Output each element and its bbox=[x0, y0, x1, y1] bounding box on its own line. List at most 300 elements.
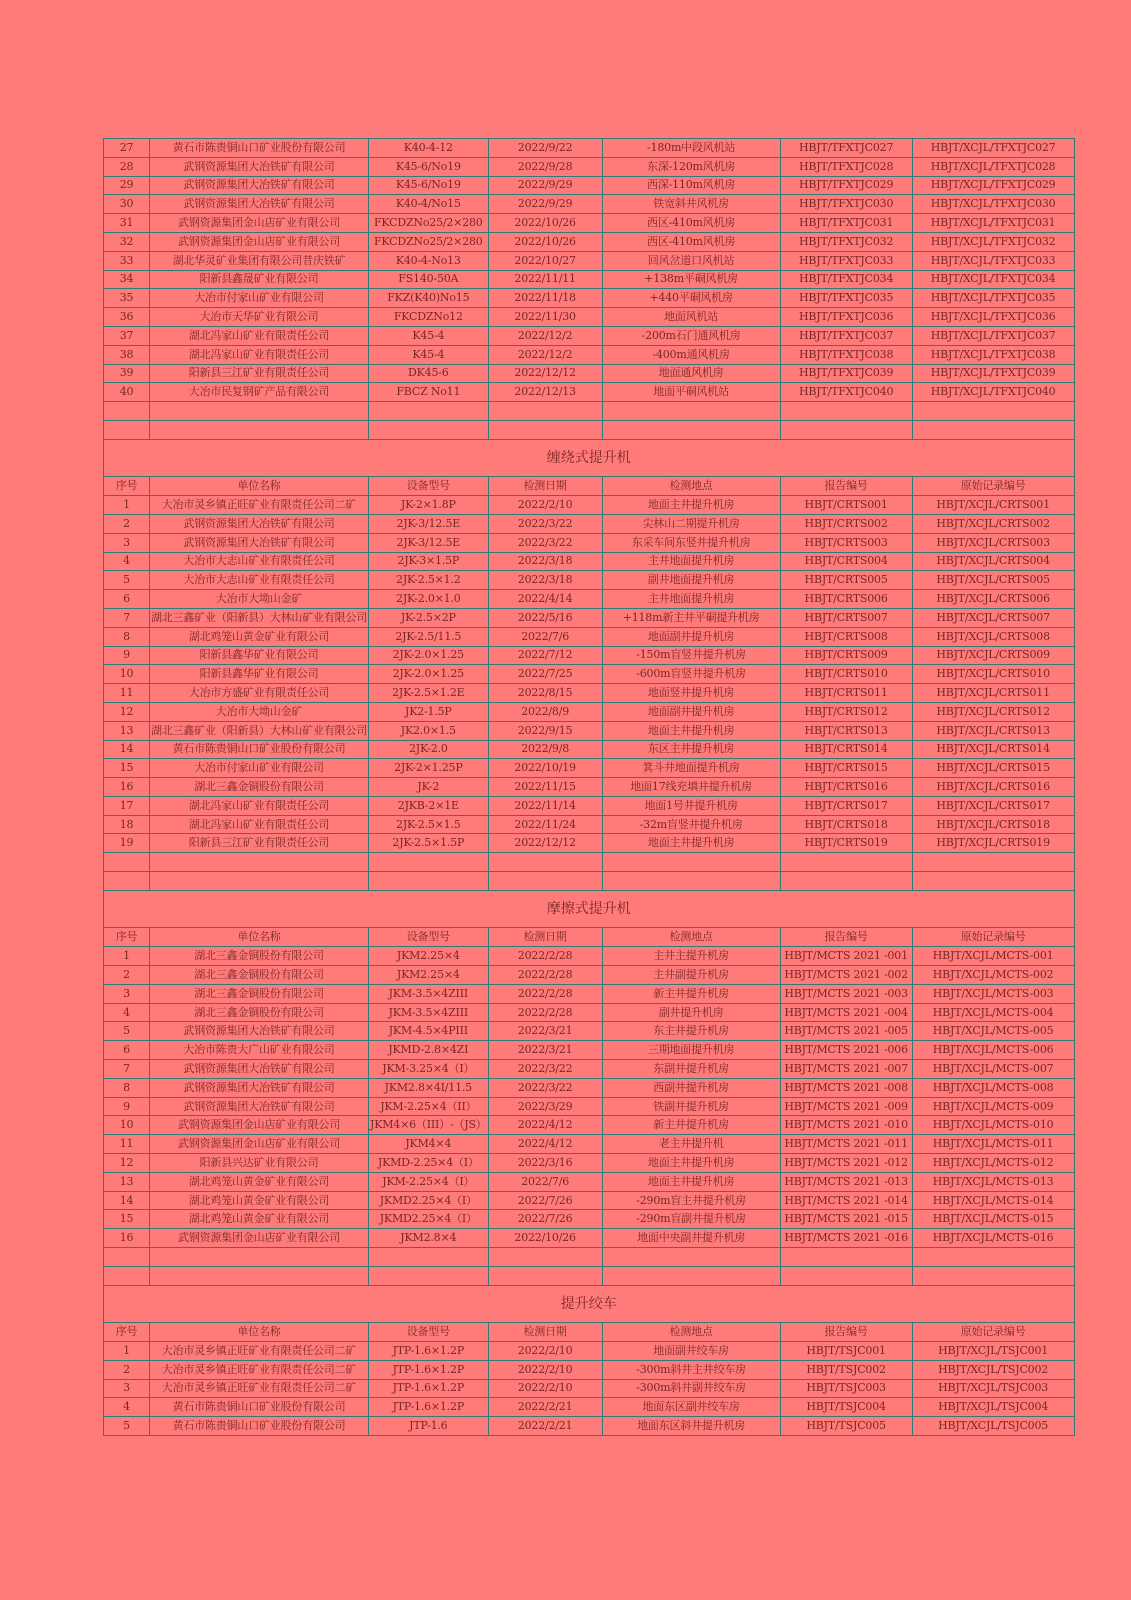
empty-cell bbox=[602, 420, 780, 439]
cell-equipment-model: FKZ(K40)No15 bbox=[369, 289, 489, 308]
cell-company-name: 湖北冯家山矿业有限责任公司 bbox=[150, 345, 369, 364]
cell-company-name: 大冶市大坳山金矿 bbox=[150, 702, 369, 721]
cell-company-name: 阳新县三江矿业有限责任公司 bbox=[150, 834, 369, 853]
cell-record-number: HBJT/XCJL/CRTS001 bbox=[912, 496, 1074, 515]
cell-equipment-model: 2JK-3/12.5E bbox=[369, 514, 489, 533]
table-row bbox=[104, 740, 1075, 759]
table-row bbox=[104, 1342, 1075, 1361]
cell-inspection-location: 地面通风机房 bbox=[602, 364, 780, 383]
cell-inspection-location: 副井提升机房 bbox=[602, 1003, 780, 1022]
cell-company-name: 武钢资源集团金山店矿业有限公司 bbox=[150, 214, 369, 233]
table-row bbox=[104, 1417, 1075, 1436]
cell-report-number: HBJT/MCTS 2021 -010 bbox=[780, 1116, 912, 1135]
cell-report-number: HBJT/TSJC005 bbox=[780, 1417, 912, 1436]
cell-company-name: 湖北三鑫矿业（阳新县）大林山矿业有限公司 bbox=[150, 721, 369, 740]
cell-row-index: 10 bbox=[104, 665, 150, 684]
empty-cell bbox=[780, 1248, 912, 1267]
cell-inspection-date: 2022/9/8 bbox=[488, 740, 602, 759]
cell-company-name: 湖北三鑫金铜股份有限公司 bbox=[150, 1003, 369, 1022]
cell-inspection-location: 东深-120m风机房 bbox=[602, 157, 780, 176]
cell-company-name: 大冶市方盛矿业有限责任公司 bbox=[150, 684, 369, 703]
cell-record-number: HBJT/XCJL/MCTS-015 bbox=[912, 1210, 1074, 1229]
cell-equipment-model: K45-6/No19 bbox=[369, 157, 489, 176]
cell-inspection-date: 2022/3/21 bbox=[488, 1041, 602, 1060]
table-row bbox=[104, 552, 1075, 571]
table-row bbox=[104, 157, 1075, 176]
cell-inspection-date: 2022/3/22 bbox=[488, 533, 602, 552]
cell-inspection-location: 地面主井提升机房 bbox=[602, 834, 780, 853]
cell-inspection-location: -290m盲主井提升机房 bbox=[602, 1191, 780, 1210]
cell-record-number: HBJT/XCJL/TFXTJC032 bbox=[912, 232, 1074, 251]
empty-cell bbox=[150, 420, 369, 439]
cell-report-number: HBJT/MCTS 2021 -015 bbox=[780, 1210, 912, 1229]
cell-record-number: HBJT/XCJL/MCTS-011 bbox=[912, 1135, 1074, 1154]
cell-inspection-date: 2022/8/15 bbox=[488, 684, 602, 703]
cell-record-number: HBJT/XCJL/TSJC002 bbox=[912, 1360, 1074, 1379]
cell-equipment-model: JKMD2.25×4（I） bbox=[369, 1210, 489, 1229]
cell-record-number: HBJT/XCJL/CRTS005 bbox=[912, 571, 1074, 590]
table-body bbox=[104, 139, 1075, 1436]
cell-row-index: 1 bbox=[104, 1342, 150, 1361]
cell-row-index: 11 bbox=[104, 684, 150, 703]
table-row bbox=[104, 364, 1075, 383]
cell-company-name: 大冶市付家山矿业有限公司 bbox=[150, 759, 369, 778]
cell-inspection-date: 2022/7/12 bbox=[488, 646, 602, 665]
cell-record-number: HBJT/XCJL/CRTS018 bbox=[912, 815, 1074, 834]
header-record-number: 原始记录编号 bbox=[912, 477, 1074, 496]
cell-report-number: HBJT/TFXTJC040 bbox=[780, 383, 912, 402]
cell-inspection-date: 2022/3/22 bbox=[488, 1078, 602, 1097]
table-row bbox=[104, 270, 1075, 289]
cell-row-index: 15 bbox=[104, 1210, 150, 1229]
cell-company-name: 大冶市大志山矿业有限责任公司 bbox=[150, 571, 369, 590]
cell-report-number: HBJT/MCTS 2021 -007 bbox=[780, 1060, 912, 1079]
cell-company-name: 武钢资源集团大冶铁矿有限公司 bbox=[150, 176, 369, 195]
table-row bbox=[104, 815, 1075, 834]
cell-inspection-location: 主井地面提升机房 bbox=[602, 552, 780, 571]
cell-report-number: HBJT/CRTS015 bbox=[780, 759, 912, 778]
cell-equipment-model: JKM4×4 bbox=[369, 1135, 489, 1154]
empty-cell bbox=[912, 402, 1074, 421]
cell-inspection-date: 2022/11/30 bbox=[488, 308, 602, 327]
empty-cell bbox=[104, 1266, 150, 1285]
cell-inspection-date: 2022/2/21 bbox=[488, 1398, 602, 1417]
cell-inspection-location: -180m中段风机站 bbox=[602, 139, 780, 158]
table-row bbox=[104, 665, 1075, 684]
cell-equipment-model: 2JK-2.5×1.5 bbox=[369, 815, 489, 834]
cell-record-number: HBJT/XCJL/MCTS-016 bbox=[912, 1229, 1074, 1248]
cell-inspection-location: -400m通风机房 bbox=[602, 345, 780, 364]
cell-report-number: HBJT/CRTS013 bbox=[780, 721, 912, 740]
cell-record-number: HBJT/XCJL/TSJC005 bbox=[912, 1417, 1074, 1436]
cell-row-index: 10 bbox=[104, 1116, 150, 1135]
cell-record-number: HBJT/XCJL/TFXTJC029 bbox=[912, 176, 1074, 195]
cell-row-index: 1 bbox=[104, 947, 150, 966]
section-title: 缠绕式提升机 bbox=[104, 439, 1075, 477]
cell-report-number: HBJT/CRTS001 bbox=[780, 496, 912, 515]
cell-inspection-location: 回风岔道口风机站 bbox=[602, 251, 780, 270]
inspection-records-table bbox=[103, 138, 1075, 1436]
cell-inspection-date: 2022/7/26 bbox=[488, 1210, 602, 1229]
cell-record-number: HBJT/XCJL/MCTS-009 bbox=[912, 1097, 1074, 1116]
cell-report-number: HBJT/CRTS007 bbox=[780, 608, 912, 627]
cell-report-number: HBJT/CRTS010 bbox=[780, 665, 912, 684]
cell-record-number: HBJT/XCJL/CRTS015 bbox=[912, 759, 1074, 778]
cell-row-index: 38 bbox=[104, 345, 150, 364]
empty-cell bbox=[104, 1248, 150, 1267]
cell-inspection-date: 2022/12/13 bbox=[488, 383, 602, 402]
cell-inspection-date: 2022/7/6 bbox=[488, 1172, 602, 1191]
cell-inspection-date: 2022/12/12 bbox=[488, 364, 602, 383]
empty-cell bbox=[488, 1248, 602, 1267]
empty-cell bbox=[488, 872, 602, 891]
cell-company-name: 武钢资源集团大冶铁矿有限公司 bbox=[150, 157, 369, 176]
header-report-number: 报告编号 bbox=[780, 928, 912, 947]
cell-inspection-location: 地面平硐风机站 bbox=[602, 383, 780, 402]
cell-row-index: 9 bbox=[104, 1097, 150, 1116]
cell-equipment-model: 2JK-2.5×1.5P bbox=[369, 834, 489, 853]
cell-report-number: HBJT/MCTS 2021 -006 bbox=[780, 1041, 912, 1060]
cell-equipment-model: K40-4-12 bbox=[369, 139, 489, 158]
cell-company-name: 阳新县鑫华矿业有限公司 bbox=[150, 646, 369, 665]
cell-row-index: 3 bbox=[104, 533, 150, 552]
empty-cell bbox=[104, 402, 150, 421]
cell-equipment-model: 2JK-2.0×1.25 bbox=[369, 665, 489, 684]
cell-inspection-date: 2022/3/21 bbox=[488, 1022, 602, 1041]
cell-row-index: 15 bbox=[104, 759, 150, 778]
cell-report-number: HBJT/TFXTJC033 bbox=[780, 251, 912, 270]
cell-inspection-date: 2022/9/15 bbox=[488, 721, 602, 740]
cell-inspection-date: 2022/3/29 bbox=[488, 1097, 602, 1116]
cell-company-name: 大冶市大志山矿业有限责任公司 bbox=[150, 552, 369, 571]
table-row bbox=[104, 345, 1075, 364]
cell-inspection-date: 2022/4/12 bbox=[488, 1116, 602, 1135]
cell-inspection-date: 2022/3/22 bbox=[488, 514, 602, 533]
cell-company-name: 大冶市灵乡镇正旺矿业有限责任公司二矿 bbox=[150, 1360, 369, 1379]
cell-row-index: 31 bbox=[104, 214, 150, 233]
cell-report-number: HBJT/MCTS 2021 -001 bbox=[780, 947, 912, 966]
cell-report-number: HBJT/TFXTJC030 bbox=[780, 195, 912, 214]
cell-record-number: HBJT/XCJL/MCTS-005 bbox=[912, 1022, 1074, 1041]
cell-record-number: HBJT/XCJL/CRTS009 bbox=[912, 646, 1074, 665]
cell-company-name: 阳新县鑫晟矿业有限公司 bbox=[150, 270, 369, 289]
cell-record-number: HBJT/XCJL/TFXTJC030 bbox=[912, 195, 1074, 214]
cell-inspection-location: 主井副提升机房 bbox=[602, 966, 780, 985]
blank-row bbox=[104, 872, 1075, 891]
cell-inspection-location: -290m盲副井提升机房 bbox=[602, 1210, 780, 1229]
table-row bbox=[104, 1398, 1075, 1417]
cell-row-index: 5 bbox=[104, 571, 150, 590]
cell-row-index: 4 bbox=[104, 1003, 150, 1022]
cell-report-number: HBJT/TSJC004 bbox=[780, 1398, 912, 1417]
cell-row-index: 8 bbox=[104, 1078, 150, 1097]
cell-record-number: HBJT/XCJL/MCTS-014 bbox=[912, 1191, 1074, 1210]
empty-cell bbox=[602, 402, 780, 421]
cell-record-number: HBJT/XCJL/TFXTJC027 bbox=[912, 139, 1074, 158]
cell-row-index: 16 bbox=[104, 1229, 150, 1248]
blank-row bbox=[104, 420, 1075, 439]
cell-inspection-location: 地面东区副井绞车房 bbox=[602, 1398, 780, 1417]
cell-inspection-date: 2022/10/26 bbox=[488, 232, 602, 251]
table-row bbox=[104, 1041, 1075, 1060]
cell-record-number: HBJT/XCJL/MCTS-002 bbox=[912, 966, 1074, 985]
cell-report-number: HBJT/MCTS 2021 -013 bbox=[780, 1172, 912, 1191]
cell-row-index: 9 bbox=[104, 646, 150, 665]
cell-record-number: HBJT/XCJL/CRTS011 bbox=[912, 684, 1074, 703]
cell-inspection-location: 铁副井提升机房 bbox=[602, 1097, 780, 1116]
cell-company-name: 黄石市陈贵铜山口矿业股份有限公司 bbox=[150, 740, 369, 759]
blank-row bbox=[104, 1248, 1075, 1267]
cell-company-name: 湖北华灵矿业集团有限公司昔庆铁矿 bbox=[150, 251, 369, 270]
table-row bbox=[104, 1135, 1075, 1154]
section-title-row bbox=[104, 1285, 1075, 1323]
cell-row-index: 34 bbox=[104, 270, 150, 289]
cell-inspection-location: 西区-410m风机房 bbox=[602, 214, 780, 233]
empty-cell bbox=[912, 1266, 1074, 1285]
cell-report-number: HBJT/TFXTJC027 bbox=[780, 139, 912, 158]
cell-company-name: 湖北三鑫矿业（阳新县）大林山矿业有限公司 bbox=[150, 608, 369, 627]
cell-row-index: 19 bbox=[104, 834, 150, 853]
cell-report-number: HBJT/CRTS012 bbox=[780, 702, 912, 721]
cell-inspection-location: 新主井提升机房 bbox=[602, 984, 780, 1003]
cell-row-index: 2 bbox=[104, 1360, 150, 1379]
blank-row bbox=[104, 402, 1075, 421]
cell-inspection-date: 2022/9/28 bbox=[488, 157, 602, 176]
empty-cell bbox=[150, 853, 369, 872]
cell-equipment-model: 2JK-3/12.5E bbox=[369, 533, 489, 552]
cell-inspection-location: 东副井提升机房 bbox=[602, 1060, 780, 1079]
table-row bbox=[104, 1060, 1075, 1079]
table-row bbox=[104, 590, 1075, 609]
cell-record-number: HBJT/XCJL/CRTS012 bbox=[912, 702, 1074, 721]
cell-equipment-model: K40-4/No15 bbox=[369, 195, 489, 214]
cell-record-number: HBJT/XCJL/CRTS003 bbox=[912, 533, 1074, 552]
table-row bbox=[104, 1229, 1075, 1248]
header-row-index: 序号 bbox=[104, 928, 150, 947]
cell-inspection-location: 地面副井绞车房 bbox=[602, 1342, 780, 1361]
cell-inspection-location: 地面中央副井提升机房 bbox=[602, 1229, 780, 1248]
cell-row-index: 5 bbox=[104, 1417, 150, 1436]
cell-record-number: HBJT/XCJL/TFXTJC034 bbox=[912, 270, 1074, 289]
empty-cell bbox=[150, 1248, 369, 1267]
cell-report-number: HBJT/TFXTJC034 bbox=[780, 270, 912, 289]
cell-record-number: HBJT/XCJL/CRTS004 bbox=[912, 552, 1074, 571]
section-title: 提升绞车 bbox=[104, 1285, 1075, 1323]
cell-equipment-model: JKM-4.5×4PIII bbox=[369, 1022, 489, 1041]
cell-record-number: HBJT/XCJL/TFXTJC033 bbox=[912, 251, 1074, 270]
cell-report-number: HBJT/MCTS 2021 -002 bbox=[780, 966, 912, 985]
cell-company-name: 湖北鸡笼山黄金矿业有限公司 bbox=[150, 1210, 369, 1229]
cell-report-number: HBJT/MCTS 2021 -014 bbox=[780, 1191, 912, 1210]
cell-inspection-date: 2022/11/18 bbox=[488, 289, 602, 308]
cell-report-number: HBJT/CRTS004 bbox=[780, 552, 912, 571]
cell-company-name: 武钢资源集团大冶铁矿有限公司 bbox=[150, 1097, 369, 1116]
cell-company-name: 湖北冯家山矿业有限责任公司 bbox=[150, 815, 369, 834]
cell-inspection-location: 主井主提升机房 bbox=[602, 947, 780, 966]
cell-equipment-model: K40-4-No13 bbox=[369, 251, 489, 270]
cell-inspection-location: +118m新主井平硐提升机房 bbox=[602, 608, 780, 627]
cell-company-name: 武钢资源集团大冶铁矿有限公司 bbox=[150, 1022, 369, 1041]
table-row bbox=[104, 834, 1075, 853]
cell-row-index: 8 bbox=[104, 627, 150, 646]
cell-equipment-model: JTP-1.6×1.2P bbox=[369, 1398, 489, 1417]
cell-record-number: HBJT/XCJL/MCTS-006 bbox=[912, 1041, 1074, 1060]
cell-company-name: 武钢资源集团大冶铁矿有限公司 bbox=[150, 1078, 369, 1097]
cell-equipment-model: FKCDZNo25/2×280 bbox=[369, 232, 489, 251]
cell-inspection-location: -300m斜井副井绞车房 bbox=[602, 1379, 780, 1398]
cell-report-number: HBJT/CRTS002 bbox=[780, 514, 912, 533]
cell-record-number: HBJT/XCJL/CRTS006 bbox=[912, 590, 1074, 609]
cell-row-index: 7 bbox=[104, 608, 150, 627]
cell-row-index: 36 bbox=[104, 308, 150, 327]
cell-equipment-model: DK45-6 bbox=[369, 364, 489, 383]
cell-company-name: 黄石市陈贵铜山口矿业股份有限公司 bbox=[150, 1417, 369, 1436]
cell-row-index: 13 bbox=[104, 1172, 150, 1191]
header-equipment-model: 设备型号 bbox=[369, 1323, 489, 1342]
cell-inspection-date: 2022/7/25 bbox=[488, 665, 602, 684]
cell-record-number: HBJT/XCJL/MCTS-010 bbox=[912, 1116, 1074, 1135]
cell-inspection-location: 西副井提升机房 bbox=[602, 1078, 780, 1097]
cell-report-number: HBJT/MCTS 2021 -005 bbox=[780, 1022, 912, 1041]
cell-equipment-model: FKCDZNo25/2×280 bbox=[369, 214, 489, 233]
cell-inspection-location: 东采车间东竖井提升机房 bbox=[602, 533, 780, 552]
table-row bbox=[104, 308, 1075, 327]
cell-equipment-model: JTP-1.6×1.2P bbox=[369, 1379, 489, 1398]
cell-inspection-location: +440平硐风机房 bbox=[602, 289, 780, 308]
cell-company-name: 湖北冯家山矿业有限责任公司 bbox=[150, 326, 369, 345]
empty-cell bbox=[488, 420, 602, 439]
empty-cell bbox=[369, 1266, 489, 1285]
cell-equipment-model: JK-2 bbox=[369, 778, 489, 797]
cell-row-index: 28 bbox=[104, 157, 150, 176]
cell-report-number: HBJT/CRTS016 bbox=[780, 778, 912, 797]
cell-equipment-model: JKM2.25×4 bbox=[369, 966, 489, 985]
empty-cell bbox=[602, 853, 780, 872]
cell-report-number: HBJT/MCTS 2021 -012 bbox=[780, 1154, 912, 1173]
cell-row-index: 35 bbox=[104, 289, 150, 308]
empty-cell bbox=[602, 872, 780, 891]
cell-record-number: HBJT/XCJL/TFXTJC040 bbox=[912, 383, 1074, 402]
empty-cell bbox=[369, 853, 489, 872]
cell-report-number: HBJT/TFXTJC028 bbox=[780, 157, 912, 176]
cell-company-name: 湖北鸡笼山黄金矿业有限公司 bbox=[150, 1191, 369, 1210]
cell-company-name: 阳新县兴达矿业有限公司 bbox=[150, 1154, 369, 1173]
cell-inspection-date: 2022/10/27 bbox=[488, 251, 602, 270]
table-row bbox=[104, 627, 1075, 646]
cell-report-number: HBJT/TFXTJC038 bbox=[780, 345, 912, 364]
empty-cell bbox=[780, 402, 912, 421]
table-row bbox=[104, 684, 1075, 703]
cell-inspection-date: 2022/8/9 bbox=[488, 702, 602, 721]
cell-record-number: HBJT/XCJL/MCTS-003 bbox=[912, 984, 1074, 1003]
cell-inspection-date: 2022/11/24 bbox=[488, 815, 602, 834]
section-title-row bbox=[104, 439, 1075, 477]
cell-company-name: 湖北鸡笼山黄金矿业有限公司 bbox=[150, 1172, 369, 1191]
table-row bbox=[104, 1003, 1075, 1022]
table-row bbox=[104, 796, 1075, 815]
cell-company-name: 武钢资源集团金山店矿业有限公司 bbox=[150, 1116, 369, 1135]
cell-inspection-date: 2022/10/26 bbox=[488, 214, 602, 233]
cell-company-name: 大冶市灵乡镇正旺矿业有限责任公司二矿 bbox=[150, 496, 369, 515]
cell-inspection-date: 2022/2/21 bbox=[488, 1417, 602, 1436]
table-row bbox=[104, 984, 1075, 1003]
empty-cell bbox=[369, 420, 489, 439]
cell-inspection-location: 尖林山二期提升机房 bbox=[602, 514, 780, 533]
cell-record-number: HBJT/XCJL/MCTS-007 bbox=[912, 1060, 1074, 1079]
cell-inspection-location: 地面主井提升机房 bbox=[602, 721, 780, 740]
cell-record-number: HBJT/XCJL/TFXTJC028 bbox=[912, 157, 1074, 176]
cell-report-number: HBJT/TSJC002 bbox=[780, 1360, 912, 1379]
table-row bbox=[104, 289, 1075, 308]
cell-inspection-date: 2022/2/28 bbox=[488, 947, 602, 966]
header-equipment-model: 设备型号 bbox=[369, 477, 489, 496]
cell-inspection-date: 2022/3/18 bbox=[488, 571, 602, 590]
cell-equipment-model: JTP-1.6 bbox=[369, 1417, 489, 1436]
cell-inspection-date: 2022/7/26 bbox=[488, 1191, 602, 1210]
cell-company-name: 武钢资源集团大冶铁矿有限公司 bbox=[150, 514, 369, 533]
cell-company-name: 大冶市灵乡镇正旺矿业有限责任公司二矿 bbox=[150, 1342, 369, 1361]
cell-row-index: 12 bbox=[104, 702, 150, 721]
cell-inspection-location: 三期地面提升机房 bbox=[602, 1041, 780, 1060]
cell-company-name: 大冶市付家山矿业有限公司 bbox=[150, 289, 369, 308]
cell-equipment-model: FKCDZNo12 bbox=[369, 308, 489, 327]
cell-company-name: 湖北三鑫金铜股份有限公司 bbox=[150, 778, 369, 797]
cell-company-name: 湖北三鑫金铜股份有限公司 bbox=[150, 947, 369, 966]
table-row bbox=[104, 1078, 1075, 1097]
cell-company-name: 大冶市陈贵大广山矿业有限公司 bbox=[150, 1041, 369, 1060]
header-inspection-location: 检测地点 bbox=[602, 1323, 780, 1342]
cell-equipment-model: JTP-1.6×1.2P bbox=[369, 1360, 489, 1379]
table-row bbox=[104, 1116, 1075, 1135]
empty-cell bbox=[150, 1266, 369, 1285]
cell-inspection-location: 东区主井提升机房 bbox=[602, 740, 780, 759]
cell-record-number: HBJT/XCJL/CRTS014 bbox=[912, 740, 1074, 759]
header-inspection-date: 检测日期 bbox=[488, 928, 602, 947]
table-row bbox=[104, 759, 1075, 778]
cell-equipment-model: JKM-3.25×4（I） bbox=[369, 1060, 489, 1079]
cell-company-name: 武钢资源集团金山店矿业有限公司 bbox=[150, 232, 369, 251]
empty-cell bbox=[369, 1248, 489, 1267]
cell-record-number: HBJT/XCJL/TSJC001 bbox=[912, 1342, 1074, 1361]
cell-company-name: 湖北三鑫金铜股份有限公司 bbox=[150, 984, 369, 1003]
cell-inspection-date: 2022/9/29 bbox=[488, 195, 602, 214]
cell-inspection-date: 2022/9/29 bbox=[488, 176, 602, 195]
cell-equipment-model: 2JK-2.5/11.5 bbox=[369, 627, 489, 646]
empty-cell bbox=[369, 402, 489, 421]
cell-equipment-model: JKMD2.25×4（I） bbox=[369, 1191, 489, 1210]
header-company-name: 单位名称 bbox=[150, 928, 369, 947]
cell-inspection-date: 2022/2/28 bbox=[488, 984, 602, 1003]
cell-equipment-model: JKM2.8×4I/11.5 bbox=[369, 1078, 489, 1097]
cell-inspection-location: -32m盲竖井提升机房 bbox=[602, 815, 780, 834]
cell-report-number: HBJT/MCTS 2021 -009 bbox=[780, 1097, 912, 1116]
empty-cell bbox=[104, 872, 150, 891]
cell-equipment-model: FS140-50A bbox=[369, 270, 489, 289]
cell-inspection-date: 2022/7/6 bbox=[488, 627, 602, 646]
table-row bbox=[104, 514, 1075, 533]
cell-equipment-model: JK2.0×1.5 bbox=[369, 721, 489, 740]
cell-inspection-date: 2022/11/14 bbox=[488, 796, 602, 815]
cell-equipment-model: JKM-2.25×4（II） bbox=[369, 1097, 489, 1116]
table-row bbox=[104, 326, 1075, 345]
cell-row-index: 14 bbox=[104, 1191, 150, 1210]
cell-row-index: 40 bbox=[104, 383, 150, 402]
cell-report-number: HBJT/CRTS009 bbox=[780, 646, 912, 665]
blank-row bbox=[104, 853, 1075, 872]
cell-inspection-location: 地面副井提升机房 bbox=[602, 627, 780, 646]
cell-record-number: HBJT/XCJL/MCTS-012 bbox=[912, 1154, 1074, 1173]
cell-company-name: 大冶市大坳山金矿 bbox=[150, 590, 369, 609]
